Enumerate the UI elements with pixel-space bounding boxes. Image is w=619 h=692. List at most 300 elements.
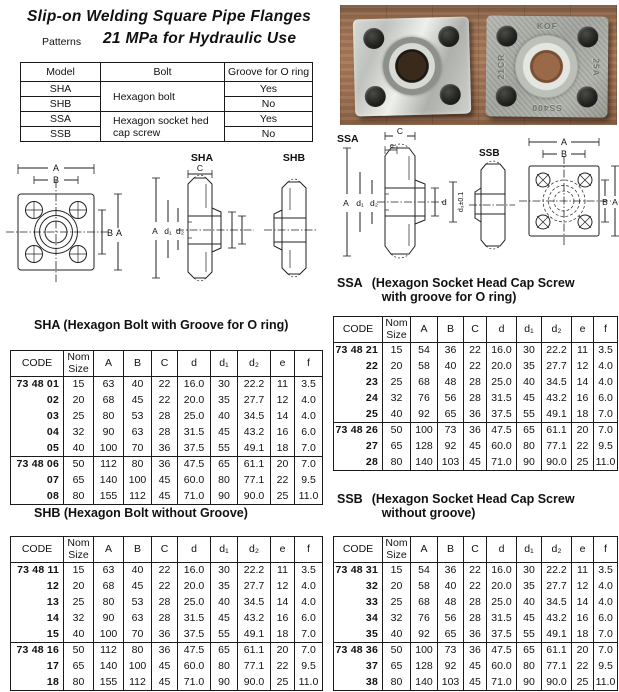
dim-label-left-d1: d₁ <box>164 226 172 236</box>
data-cell: 22.2 <box>238 377 271 393</box>
code-cell: 02 <box>11 393 64 409</box>
table-row <box>11 611 323 627</box>
column-header: f <box>594 317 618 343</box>
data-cell: 61.1 <box>238 643 271 659</box>
data-cell: 45 <box>464 455 487 471</box>
data-cell: 45 <box>152 659 178 675</box>
table-row <box>11 643 323 659</box>
patterns-label: Patterns <box>42 36 82 48</box>
data-cell: 14 <box>271 409 295 425</box>
data-cell: 50 <box>383 643 411 659</box>
data-cell: 32 <box>64 425 94 441</box>
data-cell: 4.0 <box>295 393 323 409</box>
data-cell: 36 <box>464 643 487 659</box>
bolt-cell: Hexagon bolt <box>101 82 225 112</box>
data-cell: 77.1 <box>238 659 271 675</box>
code-cell: 25 <box>334 407 383 423</box>
code-cell: 73 48 21 <box>334 343 383 359</box>
data-cell: 90 <box>211 675 238 691</box>
data-cell: 11.0 <box>295 489 323 505</box>
data-cell: 112 <box>94 457 124 473</box>
data-cell: 45 <box>152 473 178 489</box>
data-cell: 7.0 <box>295 441 323 457</box>
column-header: Nom Size <box>64 537 94 563</box>
data-cell: 43.2 <box>542 391 572 407</box>
code-cell: 07 <box>11 473 64 489</box>
data-cell: 25 <box>271 489 295 505</box>
column-header: Nom Size <box>383 317 411 343</box>
column-header: A <box>411 317 438 343</box>
flange-marking-bottom: SS400 <box>531 102 562 114</box>
data-cell: 56 <box>438 391 464 407</box>
column-header: A <box>94 537 124 563</box>
data-cell: 22.2 <box>238 563 271 579</box>
data-cell: 58 <box>411 579 438 595</box>
data-cell: 37.5 <box>487 627 517 643</box>
ssb-table <box>333 536 618 691</box>
table-row <box>11 409 323 425</box>
data-cell: 14 <box>271 595 295 611</box>
bolt-hole <box>577 86 598 107</box>
dim-label-a-top: A <box>52 163 60 173</box>
data-cell: 22 <box>152 393 178 409</box>
column-header: A <box>411 537 438 563</box>
code-cell: 73 48 36 <box>334 643 383 659</box>
data-cell: 50 <box>64 643 94 659</box>
data-cell: 58 <box>411 359 438 375</box>
data-cell: 90.0 <box>542 455 572 471</box>
data-cell: 7.0 <box>594 627 618 643</box>
data-cell: 90.0 <box>542 675 572 691</box>
data-cell: 28 <box>464 595 487 611</box>
data-cell: 40 <box>124 377 152 393</box>
data-cell: 80 <box>94 595 124 611</box>
data-cell: 45 <box>152 489 178 505</box>
data-cell: 25 <box>271 675 295 691</box>
data-cell: 16.0 <box>487 343 517 359</box>
data-cell: 49.1 <box>542 407 572 423</box>
data-cell: 22 <box>464 359 487 375</box>
data-cell: 63 <box>124 611 152 627</box>
code-cell: 05 <box>11 441 64 457</box>
column-header: d <box>178 537 211 563</box>
table-row <box>334 455 618 471</box>
data-cell: 80 <box>124 457 152 473</box>
data-cell: 80 <box>211 659 238 675</box>
code-cell: 08 <box>11 489 64 505</box>
data-cell: 16 <box>271 425 295 441</box>
data-cell: 65 <box>64 659 94 675</box>
data-cell: 92 <box>438 439 464 455</box>
column-header: d₂ <box>542 317 572 343</box>
data-cell: 15 <box>383 343 411 359</box>
data-cell: 140 <box>94 473 124 489</box>
table-row <box>11 627 323 643</box>
data-cell: 65 <box>211 643 238 659</box>
data-cell: 12 <box>572 579 594 595</box>
data-cell: 4.0 <box>594 359 618 375</box>
data-cell: 100 <box>124 473 152 489</box>
data-cell: 3.5 <box>594 343 618 359</box>
table-row <box>334 595 618 611</box>
data-cell: 25 <box>572 675 594 691</box>
code-cell: 73 48 26 <box>334 423 383 439</box>
table-row <box>334 675 618 691</box>
data-cell: 20.0 <box>487 579 517 595</box>
data-cell: 112 <box>124 675 152 691</box>
data-cell: 92 <box>411 627 438 643</box>
code-cell: 37 <box>334 659 383 675</box>
data-cell: 36 <box>152 643 178 659</box>
column-header: CODE <box>334 317 383 343</box>
data-cell: 73 <box>438 423 464 439</box>
data-cell: 90.0 <box>238 675 271 691</box>
table-row <box>334 359 618 375</box>
data-cell: 22 <box>572 439 594 455</box>
data-cell: 103 <box>438 455 464 471</box>
dim-label-b-right: B <box>602 197 608 207</box>
data-cell: 65 <box>211 457 238 473</box>
model-cell: SHB <box>21 97 101 112</box>
data-cell: 63 <box>124 425 152 441</box>
data-cell: 70 <box>124 627 152 643</box>
column-header: B <box>124 537 152 563</box>
data-cell: 4.0 <box>594 579 618 595</box>
data-cell: 60.0 <box>178 659 211 675</box>
table-row <box>11 441 323 457</box>
bolt-hole <box>496 85 517 106</box>
diagram-label-ssb: SSB <box>479 148 500 159</box>
data-cell: 34.5 <box>238 595 271 611</box>
table-row <box>11 457 323 473</box>
data-cell: 92 <box>411 407 438 423</box>
data-cell: 36 <box>152 627 178 643</box>
data-cell: 155 <box>94 675 124 691</box>
data-cell: 12 <box>572 359 594 375</box>
data-cell: 71.0 <box>487 455 517 471</box>
data-cell: 40 <box>383 627 411 643</box>
data-cell: 22.2 <box>542 563 572 579</box>
ssb-heading-model: SSB <box>337 492 363 506</box>
table-row <box>334 391 618 407</box>
column-header: Nom Size <box>383 537 411 563</box>
code-cell: 73 48 11 <box>11 563 64 579</box>
flange-photo-polished <box>353 16 471 116</box>
page-subtitle: 21 MPa for Hydraulic Use <box>103 30 297 47</box>
data-cell: 71.0 <box>487 675 517 691</box>
ssa-heading <box>337 276 575 304</box>
data-cell: 20 <box>383 579 411 595</box>
data-cell: 36 <box>152 457 178 473</box>
data-cell: 37.5 <box>178 627 211 643</box>
data-cell: 80 <box>64 675 94 691</box>
table-row <box>11 393 323 409</box>
code-cell: 34 <box>334 611 383 627</box>
data-cell: 22 <box>271 659 295 675</box>
data-cell: 40 <box>517 375 542 391</box>
dim-label-d: d <box>442 197 447 207</box>
data-cell: 16 <box>271 611 295 627</box>
data-cell: 60.0 <box>487 659 517 675</box>
bolt-cell <box>101 112 225 142</box>
data-cell: 27.7 <box>542 359 572 375</box>
data-cell: 128 <box>411 659 438 675</box>
data-cell: 27.7 <box>542 579 572 595</box>
data-cell: 155 <box>94 489 124 505</box>
data-cell: 22 <box>572 659 594 675</box>
dim-label-b-right: B <box>106 228 114 238</box>
data-cell: 36 <box>464 423 487 439</box>
data-cell: 140 <box>94 659 124 675</box>
data-cell: 11 <box>572 563 594 579</box>
column-header: CODE <box>11 537 64 563</box>
data-cell: 100 <box>124 659 152 675</box>
code-cell: 33 <box>334 595 383 611</box>
data-cell: 4.0 <box>295 595 323 611</box>
code-cell: 23 <box>334 375 383 391</box>
data-cell: 65 <box>383 659 411 675</box>
data-cell: 47.5 <box>487 643 517 659</box>
data-cell: 18 <box>572 407 594 423</box>
table-row <box>334 611 618 627</box>
column-header: C <box>152 351 178 377</box>
column-header: C <box>464 317 487 343</box>
table-row <box>11 659 323 675</box>
table-row <box>11 675 323 691</box>
data-cell: 65 <box>438 627 464 643</box>
groove-cell: No <box>225 127 313 142</box>
data-cell: 100 <box>411 423 438 439</box>
code-cell: 28 <box>334 455 383 471</box>
data-cell: 100 <box>94 627 124 643</box>
table-row <box>334 423 618 439</box>
data-cell: 40 <box>64 627 94 643</box>
data-cell: 30 <box>517 343 542 359</box>
data-cell: 15 <box>64 563 94 579</box>
column-header: f <box>295 351 323 377</box>
data-cell: 55 <box>211 627 238 643</box>
data-cell: 63 <box>94 563 124 579</box>
data-cell: 50 <box>383 423 411 439</box>
data-cell: 22 <box>271 473 295 489</box>
data-cell: 16 <box>572 611 594 627</box>
dim-label-b-top: B <box>560 149 568 159</box>
column-header: CODE <box>334 537 383 563</box>
data-cell: 49.1 <box>238 627 271 643</box>
dim-label-b-top: B <box>52 175 60 185</box>
code-cell: 17 <box>11 659 64 675</box>
column-header: d₂ <box>238 351 271 377</box>
column-header-model: Model <box>21 63 101 82</box>
data-cell: 20.0 <box>178 579 211 595</box>
dim-label-left-d2: d₂ <box>369 198 379 208</box>
data-cell: 140 <box>411 455 438 471</box>
data-cell: 25 <box>64 409 94 425</box>
data-cell: 100 <box>94 441 124 457</box>
data-cell: 45 <box>152 675 178 691</box>
table-row <box>11 489 323 505</box>
data-cell: 54 <box>411 343 438 359</box>
data-cell: 28 <box>464 375 487 391</box>
data-cell: 45 <box>211 611 238 627</box>
data-cell: 90 <box>517 675 542 691</box>
data-cell: 36 <box>464 407 487 423</box>
data-cell: 80 <box>517 439 542 455</box>
data-cell: 43.2 <box>238 425 271 441</box>
column-header: d₁ <box>517 537 542 563</box>
data-cell: 14 <box>572 595 594 611</box>
data-cell: 43.2 <box>238 611 271 627</box>
code-cell: 73 48 16 <box>11 643 64 659</box>
data-cell: 54 <box>411 563 438 579</box>
data-cell: 3.5 <box>295 377 323 393</box>
data-cell: 36 <box>438 343 464 359</box>
code-cell: 14 <box>11 611 64 627</box>
data-cell: 71.0 <box>178 489 211 505</box>
data-cell: 14 <box>572 375 594 391</box>
bolt-hole <box>496 25 517 46</box>
data-cell: 61.1 <box>238 457 271 473</box>
data-cell: 35 <box>211 393 238 409</box>
dim-label-left-a: A <box>343 198 349 208</box>
data-cell: 15 <box>383 563 411 579</box>
ssb-heading-line2: without groove) <box>381 506 476 520</box>
data-cell: 31.5 <box>487 611 517 627</box>
column-header: A <box>94 351 124 377</box>
flange-photo-cast <box>485 15 608 117</box>
data-cell: 32 <box>383 611 411 627</box>
data-cell: 90 <box>211 489 238 505</box>
data-cell: 35 <box>517 579 542 595</box>
data-cell: 16 <box>572 391 594 407</box>
column-header: e <box>572 537 594 563</box>
groove-cell: Yes <box>225 112 313 127</box>
data-cell: 20 <box>64 393 94 409</box>
data-cell: 25.0 <box>178 595 211 611</box>
diagram-ssa-ssb <box>333 126 619 267</box>
data-cell: 16.0 <box>487 563 517 579</box>
ssa-heading-line1: (Hexagon Socket Head Cap Screw <box>371 276 575 290</box>
shb-heading: SHB (Hexagon Bolt without Groove) <box>34 506 248 520</box>
column-header: Nom Size <box>64 351 94 377</box>
data-cell: 77.1 <box>542 659 572 675</box>
sha-heading: SHA (Hexagon Bolt with Groove for O ring) <box>34 318 289 332</box>
data-cell: 100 <box>411 643 438 659</box>
data-cell: 112 <box>94 643 124 659</box>
data-cell: 40 <box>211 595 238 611</box>
data-cell: 40 <box>517 595 542 611</box>
data-cell: 56 <box>438 611 464 627</box>
data-cell: 47.5 <box>487 423 517 439</box>
data-cell: 65 <box>64 473 94 489</box>
header-row <box>334 537 618 563</box>
dim-label-a-top: A <box>560 137 568 147</box>
data-cell: 7.0 <box>594 643 618 659</box>
column-header: d₂ <box>542 537 572 563</box>
data-cell: 27.7 <box>238 579 271 595</box>
data-cell: 49.1 <box>238 441 271 457</box>
data-cell: 45 <box>517 611 542 627</box>
table-row <box>11 563 323 579</box>
table-row <box>334 343 618 359</box>
code-cell: 73 48 06 <box>11 457 64 473</box>
data-cell: 11 <box>271 377 295 393</box>
data-cell: 7.0 <box>295 627 323 643</box>
table-row <box>334 579 618 595</box>
data-cell: 16.0 <box>178 377 211 393</box>
data-cell: 70 <box>124 441 152 457</box>
data-cell: 48 <box>438 375 464 391</box>
data-cell: 65 <box>383 439 411 455</box>
data-cell: 80 <box>517 659 542 675</box>
bolt-hole <box>365 86 387 108</box>
data-cell: 112 <box>124 489 152 505</box>
data-cell: 6.0 <box>295 611 323 627</box>
column-header: d <box>178 351 211 377</box>
column-header: d <box>487 317 517 343</box>
data-cell: 7.0 <box>594 407 618 423</box>
data-cell: 30 <box>211 377 238 393</box>
flange-marking-right: 25A <box>591 57 602 77</box>
data-cell: 65 <box>517 643 542 659</box>
data-cell: 53 <box>124 595 152 611</box>
dim-label-e: e <box>389 141 395 150</box>
header-row <box>11 351 323 377</box>
data-cell: 45 <box>124 579 152 595</box>
data-cell: 30 <box>517 563 542 579</box>
table-row <box>11 425 323 441</box>
data-cell: 25 <box>572 455 594 471</box>
column-header: B <box>438 317 464 343</box>
data-cell: 65 <box>517 423 542 439</box>
data-cell: 71.0 <box>178 675 211 691</box>
data-cell: 28 <box>152 595 178 611</box>
data-cell: 9.5 <box>594 439 618 455</box>
data-cell: 20.0 <box>487 359 517 375</box>
flange-marking-top: KOF <box>536 20 558 32</box>
data-cell: 40 <box>438 359 464 375</box>
data-cell: 3.5 <box>295 563 323 579</box>
table-row <box>11 473 323 489</box>
groove-cell: Yes <box>225 82 313 97</box>
diagram-label-shb: SHB <box>282 152 306 164</box>
data-cell: 31.5 <box>178 611 211 627</box>
dim-label-left-d2: d₂ <box>175 226 185 236</box>
data-cell: 65 <box>438 407 464 423</box>
table-row <box>334 439 618 455</box>
data-cell: 47.5 <box>178 643 211 659</box>
data-cell: 4.0 <box>295 409 323 425</box>
diagram-label-ssa: SSA <box>337 133 359 145</box>
data-cell: 61.1 <box>542 643 572 659</box>
data-cell: 7.0 <box>295 457 323 473</box>
data-cell: 61.1 <box>542 423 572 439</box>
data-cell: 34.5 <box>542 375 572 391</box>
data-cell: 35 <box>211 579 238 595</box>
column-header: B <box>124 351 152 377</box>
product-photo <box>340 5 617 125</box>
data-cell: 28 <box>152 409 178 425</box>
data-cell: 20 <box>271 457 295 473</box>
code-cell: 13 <box>11 595 64 611</box>
dim-label-d3: d₃±0.1 <box>458 191 465 213</box>
data-cell: 11 <box>572 343 594 359</box>
data-cell: 80 <box>124 643 152 659</box>
data-cell: 68 <box>411 595 438 611</box>
table-row <box>334 375 618 391</box>
data-cell: 22.2 <box>542 343 572 359</box>
shb-table <box>10 536 323 691</box>
